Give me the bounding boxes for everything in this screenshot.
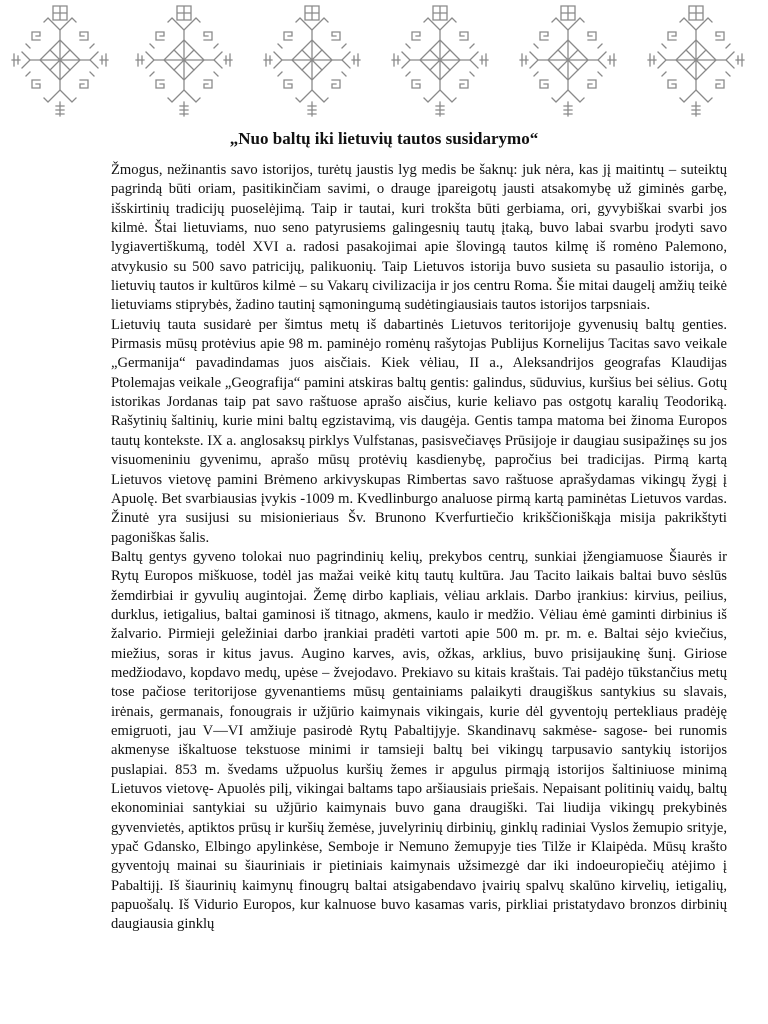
paragraph: Žmogus, nežinantis savo istorijos, turėtų jaustis lyg medis be šaknų: juk nėra, kas jį maitintų – suteiktų pagrindą būti oriam, pasitikinčiam savimi, o drauge įpareigotų jausti atsakomybę už giminės garbę, išskirtinių tradicijų puoselėjimą. Taip ir tautai, kuri trokšta būti gerbiama, ori, gyvybiškai svarbi jos kilmė. Štai lietuviams, nuo seno patyrusiems galingesnių tautų įtaką, buvo labai svarbu įrodyti savo lygiavertiškumą, todėl XVI a. radosi pasakojimai apie šlovingą tautos kilmę iš romėno Palemono, atvykusio su 500 savo patricijų, palikuonių. Taip Lietuvos istorija buvo susieta su pasaulio istorija, o lietuvių tautos ir kultūros kilmė – su Vakarų civilizacija ir jos centru Roma. Šie mitai daugelį amžių teikė lietuviams stiprybės, žadino tautinį sąmoningumą sudėtingiausiais tautos istorijos tarpsniais. <box>111 162 727 314</box>
ornament-motif <box>392 6 488 116</box>
ornament-motif <box>12 6 108 116</box>
ornament-motif <box>136 6 232 116</box>
document-title: „Nuo baltų iki lietuvių tautos susidarymo“ <box>229 129 539 148</box>
ornament-motif <box>648 6 744 116</box>
ornament-band <box>0 0 768 118</box>
ornament-motif <box>264 6 360 116</box>
folk-ornament-icon <box>0 0 768 118</box>
paragraph: Lietuvių tauta susidarė per šimtus metų iš dabartinės Lietuvos teritorijoje gyvenusių baltų genties. Pirmasis mūsų protėvius apie 98 m. paminėjo romėnų rašytojas Publijus Kornelijus Tacitas savo veikale „Germanija“ pavadindamas juos aisčiais. Kiek vėliau, II a., Aleksandrijos geografas Klaudijas Ptolemajas veikale „Geografija“ pamini atskiras baltų gentis: galindus, sūduvius, kuršius bei sėlius. Gotų istorikas Jordanas taip pat savo raštuose aprašo aisčius, kurie keliavo pas ostgotų karalių Teodoriką. Rašytinių šaltinių, kurie mini baltų egzistavimą, vis daugėja. Gentis tampa matoma bei žinoma Europos tautų kontekste. IX a. anglosaksų pirklys Vulfstanas, pasisvečiavęs Prūsijoje ir daugiau susipažinęs su jos visuomeniniu gyvenimu, aprašo mūsų protėvių kasdienybę, papročius bei tradicijas. Pirmą kartą Lietuvos vietovę pamini Brėmeno arkivyskupas Rimbertas savo raštuose aprašydamas vikingų žygį į Apuolę. Bet svarbiausias įvykis -1009 m. Kvedlinburgo analuose pirmą kartą paminėtas Lietuvos vardas. Žinutė yra susijusi su misionieriaus Šv. Brunono Kverfurtiečio krikščioniškąja misija pakrikštyti pagoniškas šalis. <box>111 316 727 546</box>
ornament-motif <box>520 6 616 116</box>
paragraph: Baltų gentys gyveno tolokai nuo pagrindinių kelių, prekybos centrų, sunkiai įžengiamuose Šiaurės ir Rytų Europos miškuose, todėl jas mažai veikė kitų tautų kultūra. Jau Tacito laikais baltai buvo sėslūs žemdirbiai ir gyvulių augintojai. Žemę dirbo kapliais, vėliau arklais. Darbo įrankius: kirvius, peilius, durklus, ietigalius, baltai gaminosi iš titnago, akmens, kaulo ir medžio. Vėliau ėmė gaminti dirbinius iš žalvario. Pirmieji geležiniai darbo įrankiai pradėti vartoti apie 500 m. pr. m. e. Baltai sėjo kviečius, miežius, soras ir kitus javus. Augino karves, avis, ožkas, arklius, buvo prisijaukinę šunį. Giriose medžiodavo, kopdavo medų, upėse – žvejodavo. Prekiavo su kitais kraštais. Tai padėjo tūkstančius metų tose pačiose teritorijose gyvenantiems mūsų gentainiams palaikyti draugiškus santykius su slavais, irėnais, germanais, fonougrais ir užjūrio kaimynais vikingais, kurie dėl gyventojų pertekliaus pradėję emigruoti, jau V—VI amžiuje pasirodė Rytų Pabaltijyje. Skandinavų sakmėse- sagose- bei runomis akmenyse iškaltuose tekstuose minimi ir tamsieji baltų bei vikingų tarpusavio santykių istorijos puslapiai. 853 m. švedams užpuolus kuršių žemes ir apgulus pirmąją istorijos šaltiniuose minimą Lietuvos vietovę- Apuolės pilį, vikingai baltams tapo aršiausiais priešais. Nepaisant politinių vaidų, baltų ekonominiai santykiai su užjūrio kaimynais buvo gana draugiški. Tai liudija vikingų prekybinės gyvenvietės, aptiktos prūsų ir kuršių žemėse, juvelyrinių dirbinių, ginklų radiniai Vyslos žemupio srityje, ypač Gdansko, Elbingo apylinkėse, Semboje ir Nemuno žemupyje ties Tilže ir Klaipėda. Mūsų krašto gyventojų mainai su šiauriniais ir pietiniais kaimynais užsimezgė dar iki indoeuropiečių atėjimo į Pabaltijį. Iš šiaurinių kaimynų finougrų baltai atsigabendavo įvairių spalvų skalūno kirvelių, ietigalių, papuošalų. Iš Vidurio Europos, kur kalnuose buvo kasamas varis, pirkliai pristatydavo bronzos dirbinių daugiausia ginklų <box>111 548 727 933</box>
document-body <box>111 161 727 935</box>
